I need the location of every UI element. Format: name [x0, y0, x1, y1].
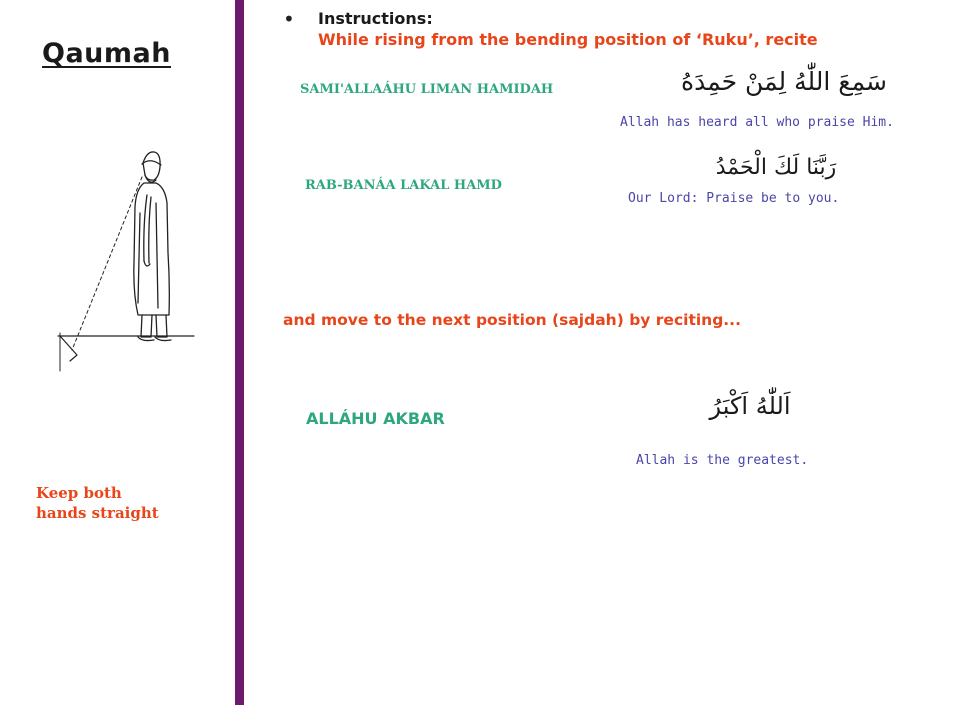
transliteration-sami-allahu: SAMI'ALLAÁHU LIMAN HAMIDAH — [300, 82, 554, 97]
translation-allahu-akbar: Allah is the greatest. — [636, 453, 809, 468]
arabic-calligraphy-allahu-akbar — [685, 383, 815, 429]
figure-caption: Keep both hands straight — [36, 484, 159, 522]
transliteration-rabbana: RAB-BANÁA LAKAL HAMD — [305, 178, 502, 193]
bullet-icon: • — [283, 7, 295, 31]
transliteration-allahu-akbar: ALLÁHU AKBAR — [306, 409, 445, 428]
arabic-text: اَللّٰهُ اَكْبَرُ — [709, 392, 791, 420]
vertical-divider — [235, 0, 244, 705]
next-step-text: and move to the next position (sajdah) by reciting... — [283, 311, 741, 329]
arabic-calligraphy-sami-allahu — [672, 58, 896, 106]
standing-figure-illustration — [30, 143, 216, 377]
instructions-text: While rising from the bending position of ‘Ruku’, recite — [318, 30, 818, 49]
translation-rabbana: Our Lord: Praise be to you. — [628, 191, 840, 206]
arabic-text: سَمِعَ اللّٰهُ لِمَنْ حَمِدَهُ — [680, 67, 888, 96]
instructions-heading: Instructions: — [318, 9, 433, 28]
page-title: Qaumah — [42, 38, 171, 69]
translation-sami-allahu: Allah has heard all who praise Him. — [620, 115, 894, 130]
arabic-calligraphy-rabbana — [685, 150, 867, 186]
arabic-text: رَبَّنَا لَكَ الْحَمْدُ — [715, 155, 837, 180]
